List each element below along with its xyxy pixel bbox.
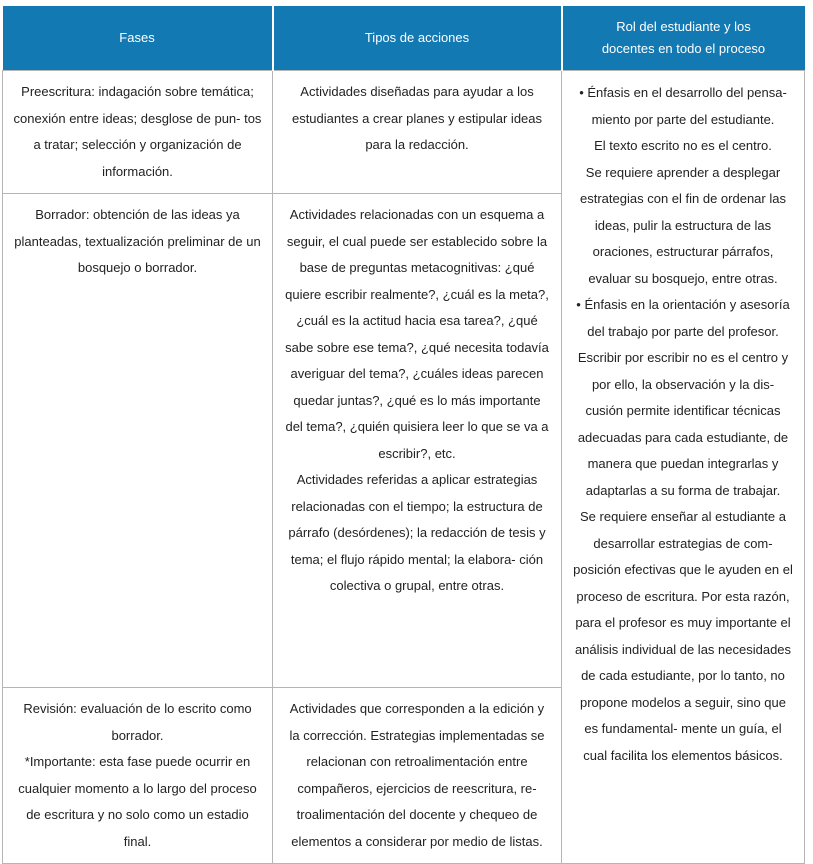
fase-borrador-text: Borrador: obtención de las ideas ya planteadas, textualización preliminar de un bosquejo o borrador.	[14, 207, 261, 275]
header-fases: Fases	[3, 6, 273, 71]
acciones-preescritura-text: Actividades diseñadas para ayudar a los estudiantes a crear planes y estipular ideas para la redacción.	[291, 84, 543, 152]
acciones-borrador-text-2: Actividades referidas a aplicar estrategias relacionadas con el tiempo; la estructura de párrafo (desórdenes); la redacción de tesis y tema; el flujo rápido mental; la elabora- ción colectiva o grupal, entre otras.	[288, 472, 546, 593]
header-rol-line1: Rol del estudiante y los	[616, 19, 751, 34]
header-tipos-acciones: Tipos de acciones	[273, 6, 562, 71]
cell-acciones-revision	[273, 688, 562, 864]
rol-paragraph: Se requiere aprender a desplegar estrategias con el fin de ordenar las ideas, pulir la estructura de las oraciones, estructurar párrafos, evaluar su bosquejo, entre otras.	[580, 164, 786, 286]
cell-acciones-borrador	[273, 194, 562, 688]
header-rol	[562, 6, 805, 71]
cell-fase-revision	[3, 688, 273, 864]
writing-process-table	[2, 6, 805, 864]
fase-preescritura-text: Preescritura: indagación sobre temática; conexión entre ideas; desglose de pun- tos a tratar; selección y organización de información.	[13, 84, 262, 179]
rol-paragraph: Se requiere enseñar al estudiante a desarrollar estrategias de com- posición efectivas que le ayuden en el proceso de escritura. Por esta razón, para el profesor es muy importante el análisis individual de las necesidades de cada estudiante, por lo tanto, no propone modelos a seguir, sino que es fundamental- mente un guía, el cual facilita los elementos básicos.	[573, 509, 793, 763]
cell-acciones-preescritura	[273, 71, 562, 194]
acciones-revision-text: Actividades que corresponden a la edición y la corrección. Estrategias implementadas se relacionan con retroalimentación entre compañeros, ejercicios de reescritura, re- troalimentación del docente y chequeo de elementos a considerar por medio de listas.	[289, 701, 545, 849]
rol-paragraph: Escribir por escribir no es el centro y por ello, la observación y la dis- cusión permite identificar técnicas adecuadas para cada estudiante, de manera que puedan integrarlas y adaptarlas a su forma de trabajar.	[577, 350, 789, 498]
fase-revision-text-1: Revisión: evaluación de lo escrito como borrador.	[23, 701, 252, 743]
cell-fase-borrador	[3, 194, 273, 688]
header-row	[3, 6, 805, 71]
rol-paragraph: • Énfasis en el desarrollo del pensa- miento por parte del estudiante.	[579, 85, 787, 127]
table-row-preescritura	[3, 71, 805, 194]
rol-paragraph: El texto escrito no es el centro.	[594, 138, 772, 153]
cell-rol	[562, 71, 805, 864]
acciones-borrador-text-1: Actividades relacionadas con un esquema a seguir, el cual puede ser establecido sobre la base de preguntas metacognitivas: ¿qué quiere escribir realmente?, ¿cuál es la meta?, ¿cuál es la actitud hacia esa tarea?, ¿qué sabe sobre ese tema?, ¿qué necesita todavía averiguar del tema?, ¿cuáles ideas parecen quedar juntas?, ¿qué es lo más importante del tema?, ¿quién quisiera leer lo que se va a escribir?, etc.	[285, 207, 549, 461]
header-rol-line2: docentes en todo el proceso	[601, 41, 766, 56]
writing-process-table-frame	[2, 6, 804, 858]
fase-revision-text-2: *Importante: esta fase puede ocurrir en cualquier momento a lo largo del proceso de escritura y no solo como un estadio final.	[18, 754, 257, 849]
rol-paragraph: • Énfasis en la orientación y asesoría del trabajo por parte del profesor.	[576, 297, 790, 339]
cell-fase-preescritura	[3, 71, 273, 194]
